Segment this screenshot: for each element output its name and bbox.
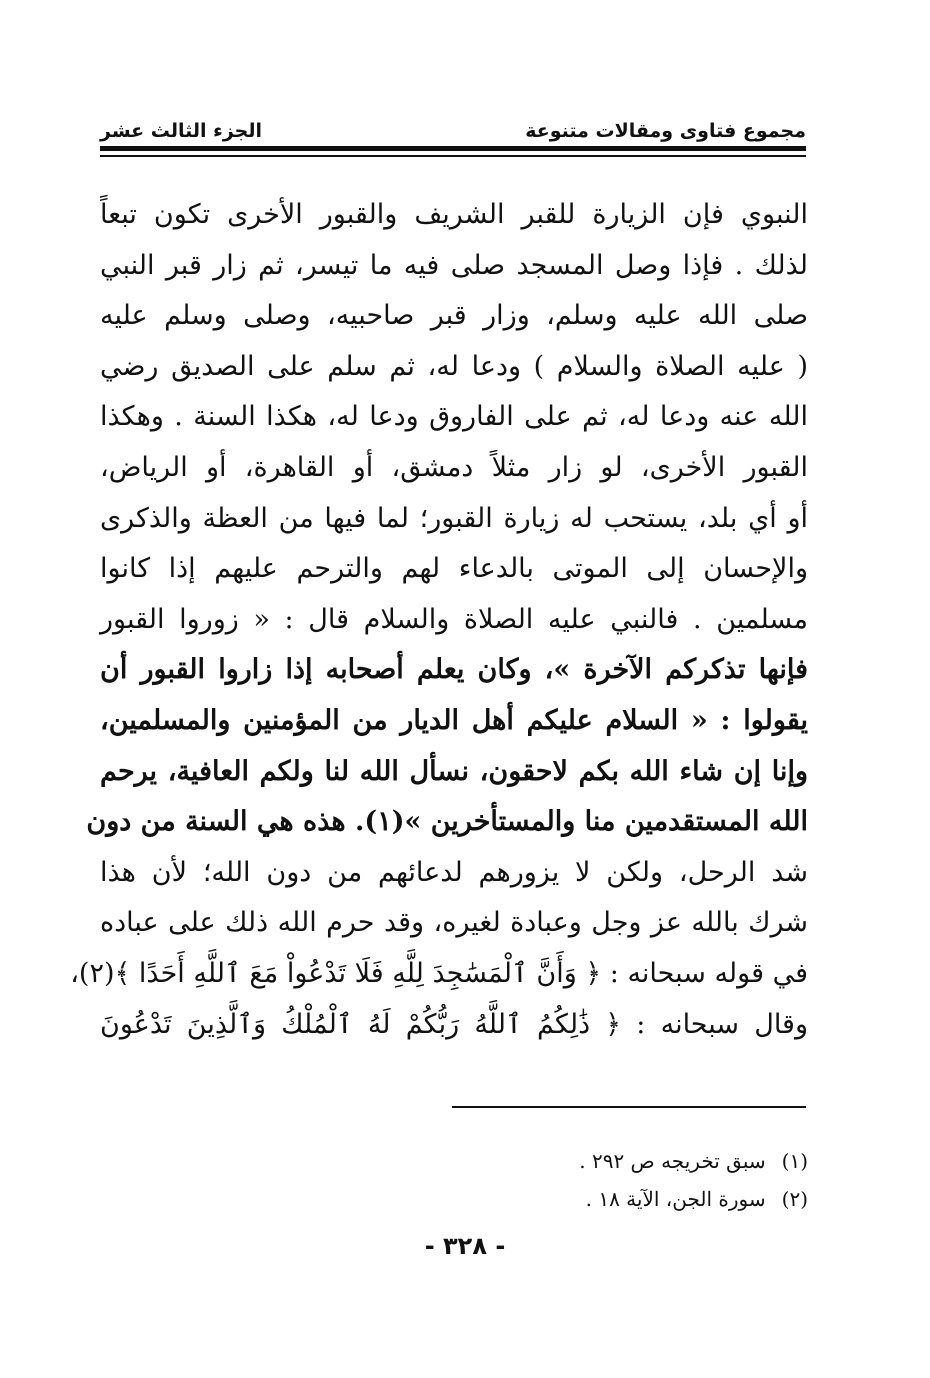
- body-line: أو أي بلد، يستحب له زيارة القبور؛ لما فيها من العظة والذكرى: [100, 502, 808, 534]
- body-line: ( عليه الصلاة والسلام ) ودعا له، ثم سلم على الصديق رضي: [100, 350, 808, 382]
- body-line-hadith: وإنا إن شاء الله بكم لاحقون، نسأل الله لنا ولكم العافية، يرحم: [100, 755, 808, 787]
- body-line-quran: وقال سبحانه : ﴿ ذَٰلِكُمُ ٱللَّهُ رَبُّكُمْ لَهُ ٱلْمُلْكُ وَٱلَّذِينَ تَدْعُونَ: [100, 1008, 808, 1040]
- footnote-rule: [452, 1106, 806, 1108]
- header-rule-thin: [100, 155, 806, 157]
- body-line: صلى الله عليه وسلم، وزار قبر صاحبيه، وصلى وسلم عليه: [100, 300, 808, 332]
- body-line: مسلمين . فالنبي عليه الصلاة والسلام قال : « زوروا القبور: [100, 603, 808, 635]
- body-line: الله عنه ودعا له، ثم على الفاروق ودعا له، هكذا السنة . وهكذا: [100, 401, 808, 433]
- body-line-quran: في قوله سبحانه : ﴿ وَأَنَّ ٱلْمَسَٰجِدَ لِلَّهِ فَلَا تَدْعُواْ مَعَ ٱللَّهِ أَحَدًا ﴾(٢)،: [70, 957, 808, 989]
- body-line: النبوي فإن الزيارة للقبر الشريف والقبور الأخرى تكون تبعاً: [100, 199, 808, 230]
- body-line: شرك بالله عز وجل وعبادة لغيره، وقد حرم الله ذلك على عباده: [100, 907, 808, 939]
- header-rule-thick: [100, 146, 806, 151]
- footnote-text: سبق تخريجه ص ٢٩٢ .: [579, 1149, 766, 1173]
- body-line: القبور الأخرى، لو زار مثلاً دمشق، أو القاهرة، أو الرياض،: [100, 451, 808, 483]
- footnote-number: (٢): [781, 1187, 808, 1211]
- running-header: [100, 112, 806, 142]
- body-line: لذلك . فإذا وصل المسجد صلى فيه ما تيسر، ثم زار قبر النبي: [100, 249, 808, 281]
- footnote-text: سورة الجن، الآية ١٨ .: [585, 1187, 766, 1211]
- footnote-1: [579, 1142, 808, 1180]
- body-line: شد الرحل، ولكن لا يزورهم لدعائهم من دون الله؛ لأن هذا: [100, 856, 808, 888]
- body-line-hadith: يقولوا : « السلام عليكم أهل الديار من المؤمنين والمسلمين،: [100, 704, 808, 736]
- footnotes: [579, 1142, 808, 1218]
- header-book-title: مجموع فتاوى ومقالات متنوعة: [525, 120, 806, 142]
- header-volume: الجزء الثالث عشر: [100, 120, 263, 142]
- body-line-hadith: فإنها تذكركم الآخرة »، وكان يعلم أصحابه إذا زاروا القبور أن: [100, 654, 808, 686]
- body-line: والإحسان إلى الموتى بالدعاء لهم والترحم عليهم إذا كانوا: [100, 553, 808, 585]
- page-number: - ٣٢٨ -: [424, 1232, 506, 1260]
- body-line-hadith: الله المستقدمين منا والمستأخرين »(١). هذه هي السنة من دون: [86, 806, 808, 838]
- body-text: [70, 190, 808, 1050]
- footnote-2: [579, 1180, 808, 1218]
- footnote-number: (١): [781, 1149, 808, 1173]
